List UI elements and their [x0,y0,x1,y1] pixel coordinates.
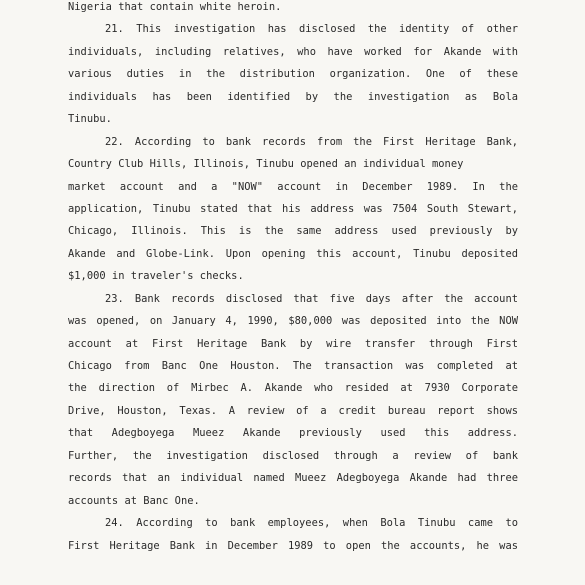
text-line: $1,000 in traveler's checks. [68,270,244,283]
text-line: First Heritage Bank in December 1989 to open the accounts, he was [68,539,518,552]
text-line: accounts at Banc One. [68,494,200,507]
text-line: the direction of Mirbec A. Akande who resided at 7930 Corporate [68,382,518,395]
text-line: Akande and Globe-Link. Upon opening this account, Tinubu deposited [68,247,518,260]
text-line: records that an individual named Mueez Adegboyega Akande had three [68,472,518,485]
text-line: account at First Heritage Bank by wire transfer through First [68,337,518,350]
text-line: Country Club Hills, Illinois, Tinubu opened an individual money [68,158,464,171]
text-line: Nigeria that contain white heroin. [68,1,282,13]
text-line: 22. According to bank records from the First Heritage Bank, [105,135,518,148]
text-line: individuals, including relatives, who have worked for Akande with [68,45,518,58]
text-line: application, Tinubu stated that his address was 7504 South Stewart, [68,202,518,215]
text-line: was opened, on January 4, 1990, $80,000 was deposited into the NOW [68,315,518,328]
text-line: Tinubu. [68,113,112,126]
text-line: Further, the investigation disclosed through a review of bank [68,449,518,462]
text-line: Drive, Houston, Texas. A review of a credit bureau report shows [68,404,518,417]
text-line: 23. Bank records disclosed that five days after the account [105,292,518,305]
document-body [68,0,518,557]
text-line: Chicago from Banc One Houston. The transaction was completed at [68,360,518,372]
text-line: various duties in the distribution organization. One of these [68,68,518,81]
text-line: 21. This investigation has disclosed the identity of other [105,23,518,36]
text-line: individuals has been identified by the investigation as Bola [68,90,518,103]
text-line: 24. According to bank employees, when Bola Tinubu came to [105,517,518,530]
text-line: Chicago, Illinois. This is the same address used previously by [68,225,518,238]
text-line: that Adegboyega Mueez Akande previously used this address. [68,427,518,440]
text-line: market account and a "NOW" account in December 1989. In the [68,180,518,193]
